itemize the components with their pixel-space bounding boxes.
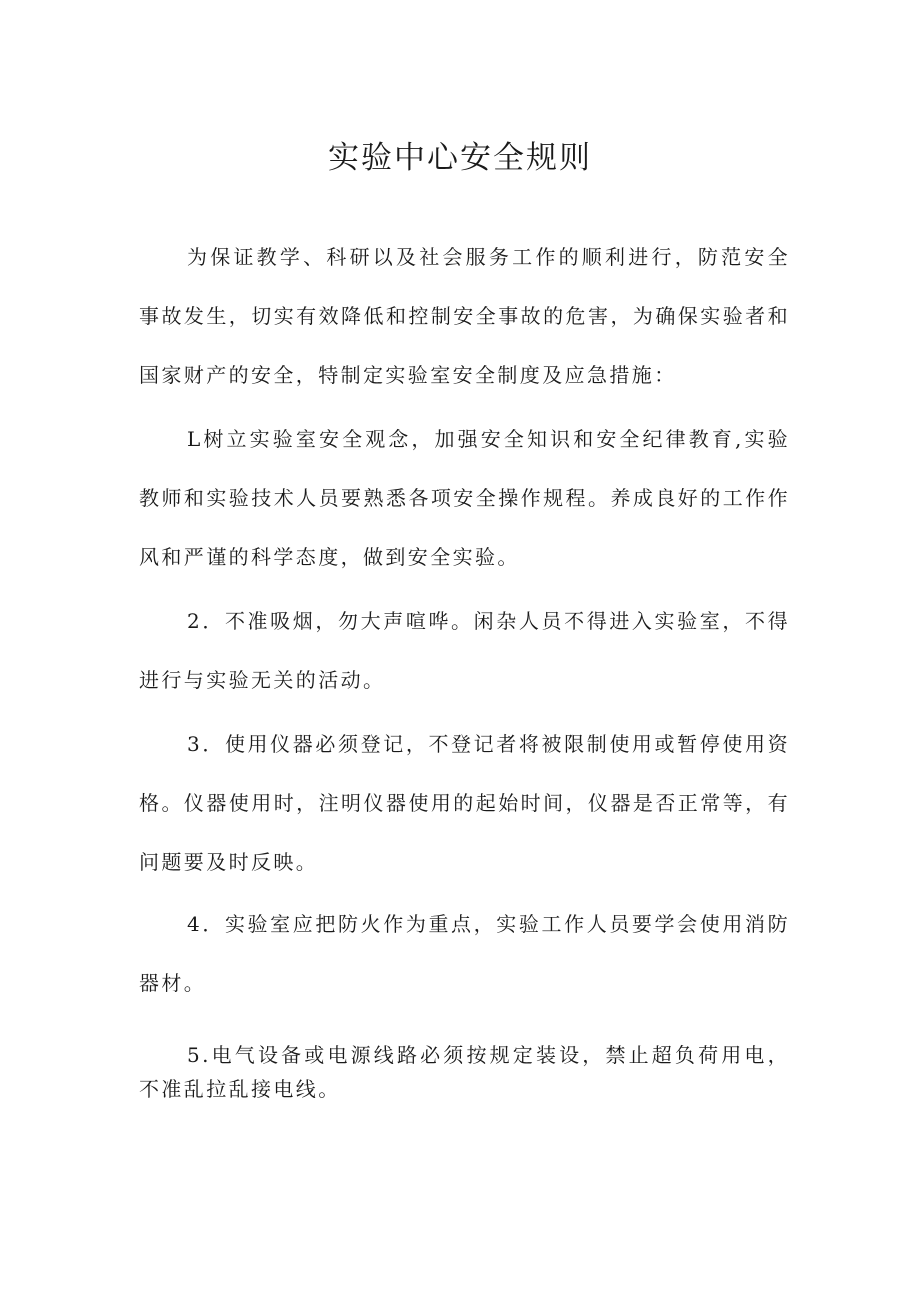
rule-item-2: 2．不准吸烟，勿大声喧哗。闲杂人员不得进入实验室，不得进行与实验无关的活动。	[139, 609, 790, 692]
rule-item-3: 3．使用仪器必须登记，不登记者将被限制使用或暂停使用资格。仪器使用时，注明仪器使用的起始时间，仪器是否正常等，有问题要及时反映。	[139, 732, 790, 874]
intro-paragraph: 为保证教学、科研以及社会服务工作的顺利进行，防范安全事故发生，切实有效降低和控制安全事故的危害，为确保实验者和国家财产的安全，特制定实验室安全制度及应急措施：	[139, 245, 790, 387]
rule-item-5: 5.电气设备或电源线路必须按规定装设，禁止超负荷用电，不准乱拉乱接电线。	[139, 1043, 790, 1101]
rule-item-4: 4．实验室应把防火作为重点，实验工作人员要学会使用消防器材。	[139, 912, 790, 995]
rule-item-1: L树立实验室安全观念，加强安全知识和安全纪律教育,实验教师和实验技术人员要熟悉各项安全操作规程。养成良好的工作作风和严谨的科学态度，做到安全实验。	[139, 427, 790, 569]
document-title: 实验中心安全规则	[328, 140, 592, 176]
